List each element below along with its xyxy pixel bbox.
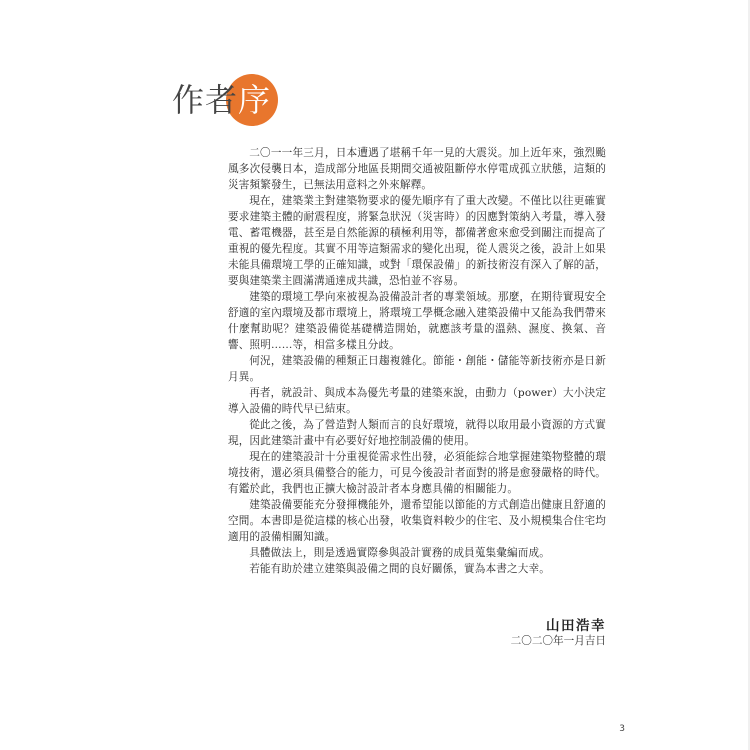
paragraph-6: 從此之後，為了營造對人類而言的良好環境，就得以取用最小資源的方式實現，因此建築計畫中有必要好好地控制設備的使用。	[228, 419, 606, 447]
title-text	[172, 80, 271, 120]
paragraph-9: 具體做法上，則是透過實際參與設計實務的成員蒐集彙編而成。	[249, 547, 551, 559]
paragraph-10: 若能有助於建立建築與設備之間的良好關係，實為本書之大幸。	[249, 563, 551, 575]
paragraph-4: 何況，建築設備的種類正日趨複雜化。節能・創能・儲能等新技術亦是日新月異。	[228, 355, 606, 383]
paragraph-3: 建築的環境工學向來被視為設備設計者的專業領域。那麼，在期待實現安全舒適的室內環境及都市環境上，將環境工學概念融入建築設備中又能為我們帶來什麼幫助呢？建築設備從基礎構造開始，就應該考量的溫熱、濕度、換氣、音響、照明……等，相當多樣且分歧。	[228, 291, 606, 351]
paragraph-7: 現在的建築設計十分重視從需求性出發，必須能綜合地掌握建築物整體的環境技術，還必須具備整合的能力，可見今後設計者面對的將是愈發嚴格的時代。有鑑於此，我們也正擴大檢討設計者本身應具備的相關能力。	[228, 451, 606, 495]
section-title	[172, 74, 292, 134]
title-main: 作者	[172, 81, 239, 119]
preface-body	[228, 145, 606, 577]
author-signature: 山田浩幸	[546, 618, 606, 634]
title-last-char: 序	[238, 81, 272, 119]
paragraph-8: 建築設備要能充分發揮機能外，還希望能以節能的方式創造出健康且舒適的空間。本書即是從這樣的核心出發，收集資料較少的住宅、及小規模集合住宅均適用的設備相關知識。	[228, 499, 606, 543]
page-number: 3	[619, 724, 625, 734]
paragraph-2: 現在，建築業主對建築物要求的優先順序有了重大改變。不僅比以往更確實要求建築主體的耐震程度，將緊急狀況（災害時）的因應對策納入考量，導入發電、蓄電機器，甚至是自然能源的積極利用等，都備著愈來愈受到關注而提高了重視的優先程度。其實不用等這類需求的變化出現，從人震災之後，設計上如果未能具備環境工學的正確知識，或對「環保設備」的新技術沒有深入了解的話，要與建築業主圓滿溝通達成共識，恐怕並不容易。	[228, 195, 606, 287]
paragraph-1: 二〇一一年三月，日本遭遇了堪稱千年一見的大震災。加上近年來，強烈颱風多次侵襲日本，造成部分地區長期間交通被阻斷停水停電成孤立狀態，這類的災害頻繁發生，已無法用意料之外來解釋。	[228, 147, 606, 191]
paragraph-5: 再者，就設計、與成本為優先考量的建築來說，由動力（power）大小決定導入設備的時代早已結束。	[228, 387, 606, 415]
signature-date: 二〇二〇年一月吉日	[510, 635, 606, 647]
